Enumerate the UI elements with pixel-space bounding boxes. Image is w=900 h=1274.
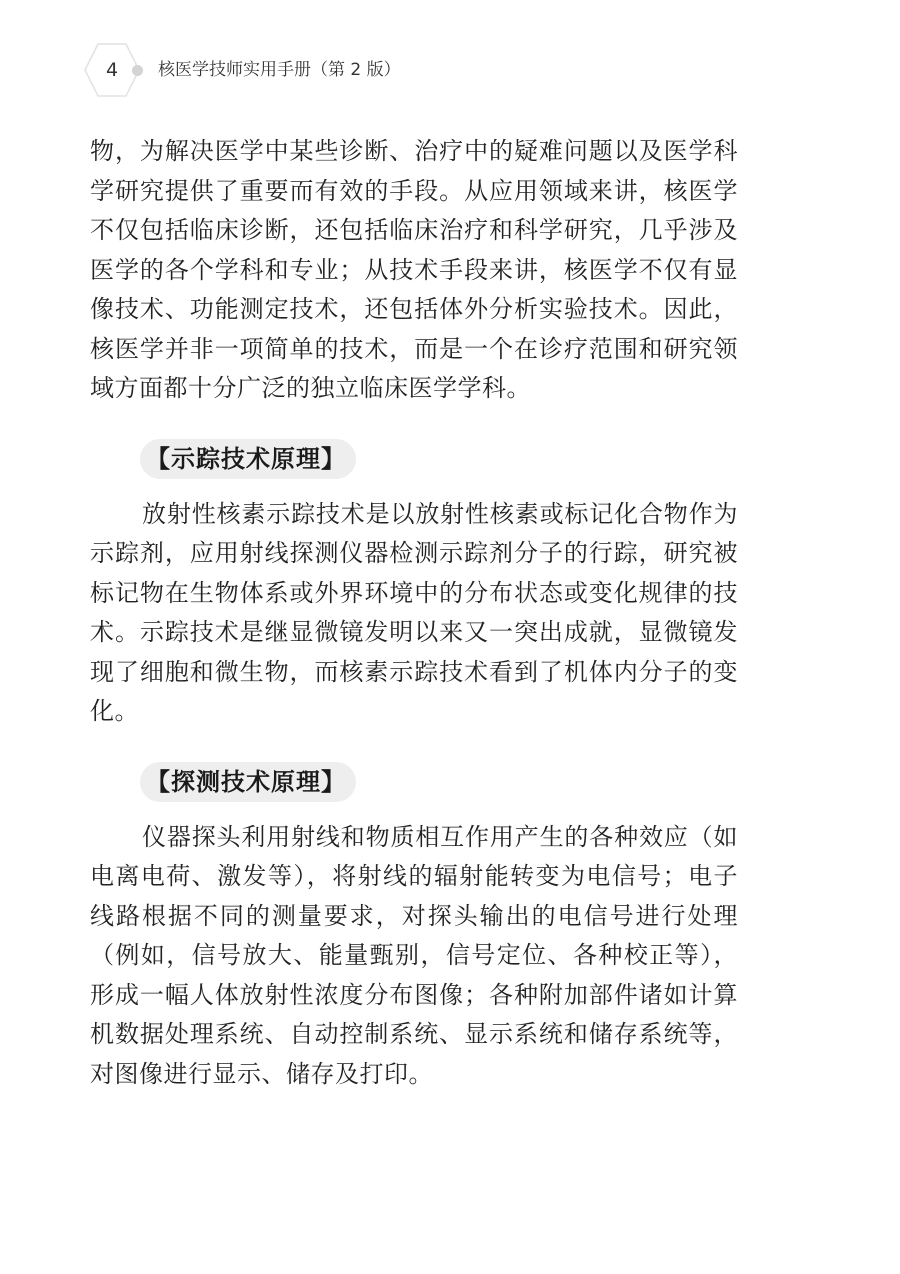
section-detection — [90, 746, 738, 818]
paragraph-tracer: 放射性核素示踪技术是以放射性核素或标记化合物作为示踪剂，应用射线探测仪器检测示踪剂分子的行踪，研究被标记物在生物体系或外界环境中的分布状态或变化规律的技术。示踪技术是继显微镜发明以来又一突出成就，显微镜发现了细胞和微生物，而核素示踪技术看到了机体内分子的变化。 — [90, 499, 738, 725]
page-number: 4 — [105, 59, 119, 81]
page-header — [84, 42, 504, 98]
section-title-tracer: 【示踪技术原理】 — [140, 439, 356, 479]
book-title: 核医学技师实用手册（第 2 版） — [158, 60, 401, 80]
paragraph-intro: 物，为解决医学中某些诊断、治疗中的疑难问题以及医学科学研究提供了重要而有效的手段。从应用领域来讲，核医学不仅包括临床诊断，还包括临床治疗和科学研究，几乎涉及医学的各个学科和专业；从技术手段来讲，核医学不仅有显像技术、功能测定技术，还包括体外分析实验技术。因此，核医学并非一项简单的技术，而是一个在诊疗范围和研究领域方面都十分广泛的独立临床医学学科。 — [90, 137, 738, 402]
decorative-dot-icon — [132, 65, 143, 76]
paragraph-detection: 仪器探头利用射线和物质相互作用产生的各种效应（如电离电荷、激发等），将射线的辐射能转变为电信号；电子线路根据不同的测量要求，对探头输出的电信号进行处理（例如，信号放大、能量甄别，信号定位、各种校正等），形成一幅人体放射性浓度分布图像；各种附加部件诸如计算机数据处理系统、自动控制系统、显示系统和储存系统等，对图像进行显示、储存及打印。 — [90, 822, 738, 1088]
page-body — [90, 132, 738, 1094]
section-tracer — [90, 423, 738, 495]
section-title-detection: 【探测技术原理】 — [140, 762, 356, 802]
